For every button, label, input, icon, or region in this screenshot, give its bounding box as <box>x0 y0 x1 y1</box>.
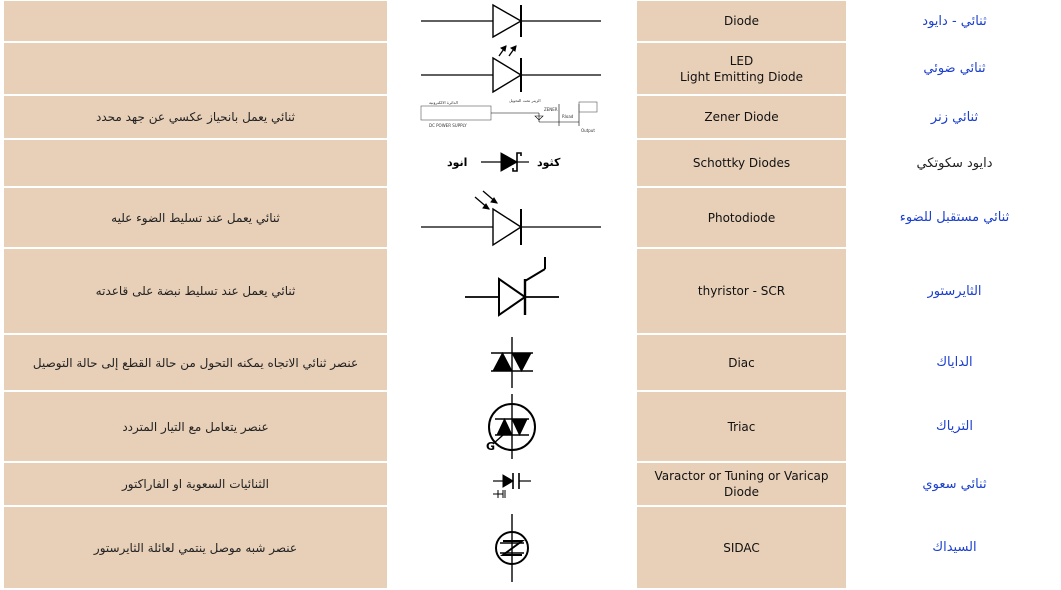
arabic-name-link[interactable]: السيداك <box>848 507 1061 588</box>
symbol-cell <box>389 249 635 333</box>
arabic-name-link[interactable]: ثنائي سعوي <box>848 463 1061 505</box>
description-cell: ثنائي يعمل عند تسليط نبضة على قاعدته <box>4 249 387 333</box>
arabic-name-link[interactable]: ثنائي ضوئي <box>848 43 1061 94</box>
symbol-cell <box>389 96 635 138</box>
english-name-cell: Schottky Diodes <box>637 140 846 186</box>
english-name-cell: Varactor or Tuning or Varicap Diode <box>637 463 846 505</box>
diac-symbol-icon <box>389 335 635 390</box>
arabic-name-text: دايود سكوتكي <box>848 140 1061 186</box>
arabic-name-link[interactable]: ثنائي زنر <box>848 96 1061 138</box>
thyristor-symbol-icon <box>389 249 635 333</box>
arabic-name-link[interactable]: الترياك <box>848 392 1061 461</box>
description-cell <box>4 1 387 41</box>
varactor-symbol-icon <box>389 463 635 505</box>
english-name-cell: Diac <box>637 335 846 390</box>
triac-symbol-icon <box>389 392 635 461</box>
table-row <box>0 96 1061 140</box>
svg-text:G: G <box>486 440 496 453</box>
english-name-cell: Photodiode <box>637 188 846 247</box>
svg-text:الدائرة الالكترونية: الدائرة الالكترونية <box>429 100 458 105</box>
arabic-name-link[interactable]: ثنائي مستقبل للضوء <box>848 188 1061 247</box>
svg-text:ZENER: ZENER <box>544 107 558 112</box>
table-row <box>0 140 1061 188</box>
table-row <box>0 1 1061 43</box>
english-name-cell: LED Light Emitting Diode <box>637 43 846 94</box>
arabic-name-link[interactable]: ثنائي - دايود <box>848 1 1061 41</box>
svg-text:كثود: كثود <box>537 156 561 169</box>
english-name-cell: Diode <box>637 1 846 41</box>
symbol-cell <box>389 140 635 186</box>
english-name-cell: Zener Diode <box>637 96 846 138</box>
symbol-cell <box>389 463 635 505</box>
description-cell: ثنائي يعمل بانحياز عكسي عن جهد محدد <box>4 96 387 138</box>
description-cell: الثنائيات السعوية او الفاراكتور <box>4 463 387 505</box>
table-row <box>0 463 1061 507</box>
svg-text:Rload: Rload <box>562 114 574 119</box>
table-row <box>0 392 1061 463</box>
zener-circuit-thumbnail <box>389 96 635 138</box>
table-row <box>0 249 1061 335</box>
symbol-cell <box>389 507 635 588</box>
symbol-cell <box>389 335 635 390</box>
svg-text:DC POWER SUPPLY: DC POWER SUPPLY <box>429 123 467 128</box>
table-row <box>0 507 1061 590</box>
arabic-name-link[interactable]: الداياك <box>848 335 1061 390</box>
table-row <box>0 335 1061 392</box>
description-cell: عنصر شبه موصل ينتمي لعائلة الثايرستور <box>4 507 387 588</box>
sidac-symbol-icon <box>389 508 635 588</box>
svg-text:Output: Output <box>581 128 595 133</box>
arabic-name-link[interactable]: الثايرستور <box>848 249 1061 333</box>
table-row <box>0 188 1061 249</box>
symbol-cell <box>389 43 635 94</box>
description-cell: عنصر ثنائي الاتجاه يمكنه التحول من حالة القطع إلى حالة التوصيل <box>4 335 387 390</box>
led-symbol-icon <box>389 44 635 94</box>
svg-text:انود: انود <box>447 156 468 169</box>
symbol-cell <box>389 392 635 461</box>
diode-symbol-icon <box>389 1 635 41</box>
description-cell: ثنائي يعمل عند تسليط الضوء عليه <box>4 188 387 247</box>
symbol-cell <box>389 188 635 247</box>
svg-text:الزينر تحت التحويل: الزينر تحت التحويل <box>509 98 541 103</box>
english-name-cell: thyristor - SCR <box>637 249 846 333</box>
photodiode-symbol-icon <box>389 189 635 247</box>
schottky-symbol-icon <box>389 140 635 186</box>
table-row <box>0 43 1061 96</box>
description-cell <box>4 140 387 186</box>
description-cell: عنصر يتعامل مع التيار المتردد <box>4 392 387 461</box>
symbol-cell <box>389 1 635 41</box>
description-cell <box>4 43 387 94</box>
english-name-cell: Triac <box>637 392 846 461</box>
english-name-cell: SIDAC <box>637 507 846 588</box>
